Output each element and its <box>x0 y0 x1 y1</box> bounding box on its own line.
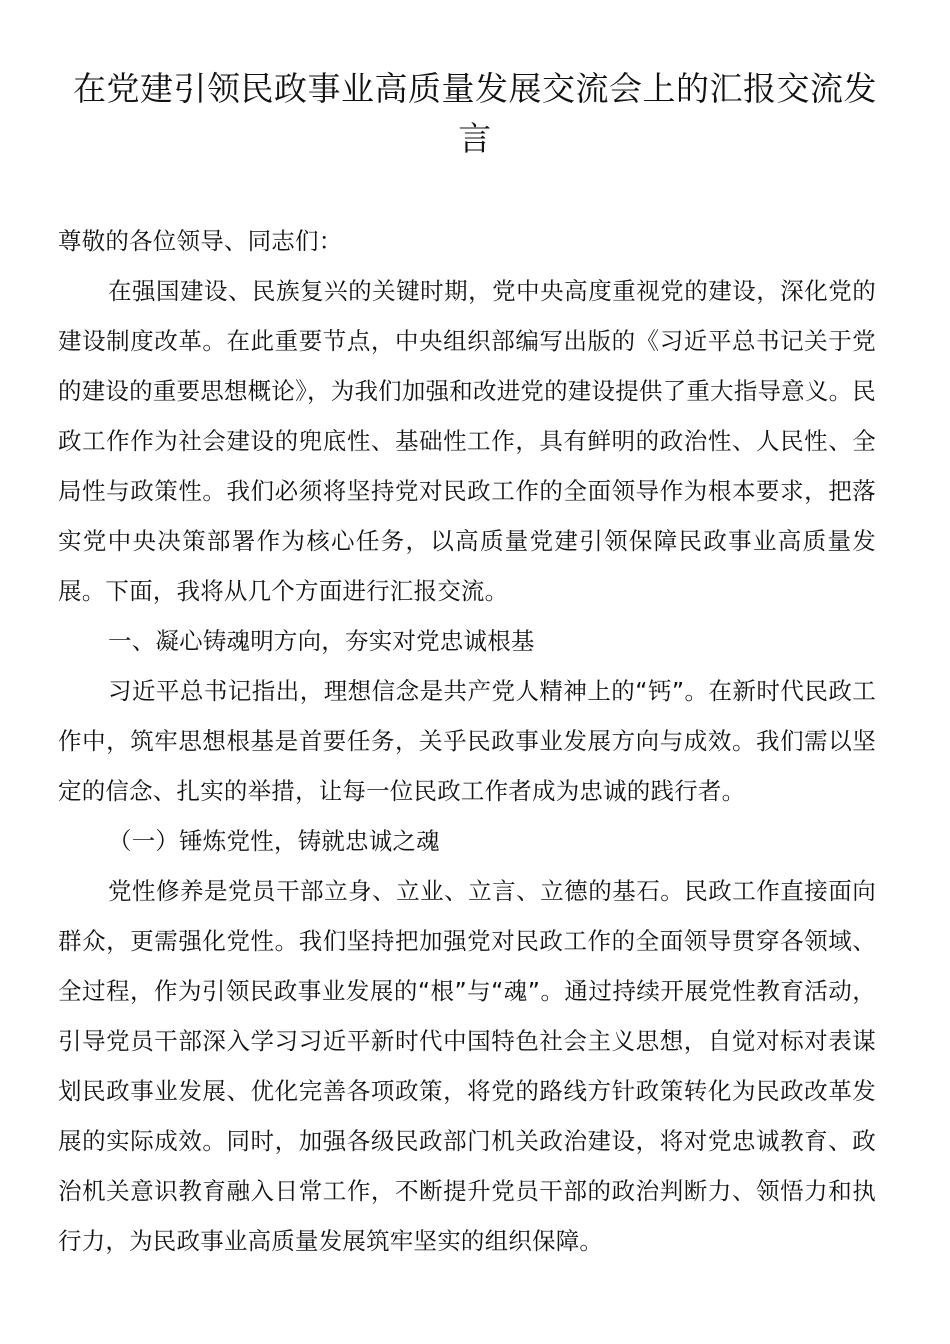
subsection-1-paragraph: 党性修养是党员干部立身、立业、立言、立德的基石。民政工作直接面向群众，更需强化党性。我们坚持把加强党对民政工作的全面领导贯穿各领域、全过程，作为引领民政事业发展的“根”与“魂”。通过持续开展党性教育活动，引导党员干部深入学习习近平新时代中国特色社会主义思想，自觉对标对表谋划民政事业发展、优化完善各项政策，将党的路线方针政策转化为民政改革发展的实际成效。同时，加强各级民政部门机关政治建设，将对党忠诚教育、政治机关意识教育融入日常工作，不断提升党员干部的政治判断力、领悟力和执行力，为民政事业高质量发展筑牢坚实的组织保障。 <box>58 877 876 1255</box>
intro-paragraph: 在强国建设、民族复兴的关键时期，党中央高度重视党的建设，深化党的建设制度改革。在此重要节点，中央组织部编写出版的《习近平总书记关于党的建设的重要思想概论》，为我们加强和改进党的建设提供了重大指导意义。民政工作作为社会建设的兜底性、基础性工作，具有鲜明的政治性、人民性、全局性与政策性。我们必须将坚持党对民政工作的全面领导作为根本要求，把落实党中央决策部署作为核心任务，以高质量党建引领保障民政事业高质量发展。下面，我将从几个方面进行汇报交流。 <box>58 277 876 605</box>
document-body <box>58 216 876 1266</box>
document-title: 在党建引领民政事业高质量发展交流会上的汇报交流发言 <box>73 69 877 158</box>
section-heading-1: 一、凝心铸魂明方向，夯实对党忠诚根基 <box>108 627 535 655</box>
subsection-heading-1: （一）锤炼党性，铸就忠诚之魂 <box>108 827 440 855</box>
greeting: 尊敬的各位领导、同志们： <box>58 227 343 255</box>
section-1-paragraph: 习近平总书记指出，理想信念是共产党人精神上的“钙”。在新时代民政工作中，筑牢思想根基是首要任务，关乎民政事业发展方向与成效。我们需以坚定的信念、扎实的举措，让每一位民政工作者成为忠诚的践行者。 <box>58 677 876 805</box>
